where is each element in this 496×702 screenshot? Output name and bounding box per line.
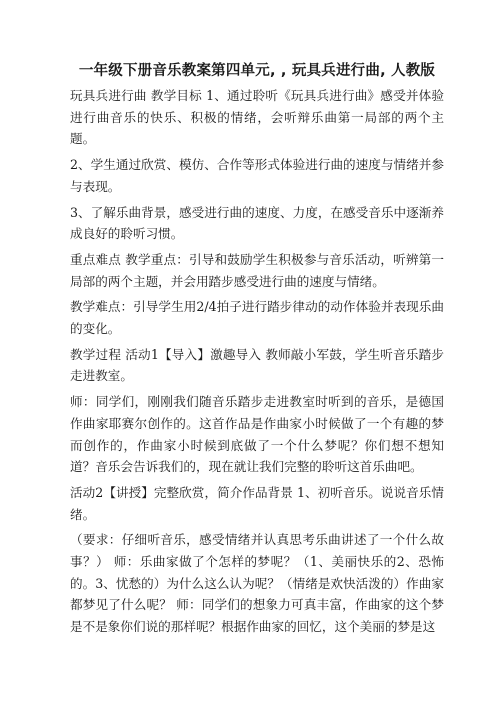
paragraph-key-points: 重点难点 教学重点：引导和鼓励学生积极参与音乐活动，听辨第一局部的两个主题，并会用踏步感受进行曲的速度与情绪。 xyxy=(70,251,444,289)
paragraph-objective-2: 2、学生通过欣赏、模仿、合作等形式体验进行曲的速度与情绪并参与表现。 xyxy=(70,157,444,194)
paragraph-objective-1: 玩具兵进行曲 教学目标 1、通过聆听《玩具兵进行曲》感受并体验进行曲音乐的快乐、积极的情绪，会听辩乐曲第一局部的两个主题。 xyxy=(70,88,444,147)
paragraph-teacher-intro: 师：同学们，刚刚我们随音乐踏步走进教室时听到的音乐，是德国作曲家耶赛尔创作的。这首作品是作曲家小时候做了一个有趣的梦而创作的，作曲家小时候到底做了一个什么梦呢？你们想不想知道？音乐会告诉我们的，现在就让我们完整的聆听这首乐曲吧。 xyxy=(70,394,444,475)
paragraph-activity-1: 教学过程 活动1【导入】激趣导入 教师敲小军鼓，学生听音乐踏步走进教室。 xyxy=(70,346,444,384)
paragraph-requirements: （要求：仔细听音乐，感受情绪并认真思考乐曲讲述了一个什么故事？） 师：乐曲家做了个怎样的梦呢？（1、美丽快乐的2、恐怖的。3、忧愁的）为什么这么认为呢？（情绪是欢快活泼的）作曲家都梦见了什么呢？ 师：同学们的想象力可真丰富，作曲家的这个梦是不是象你们说的那样呢？根据作曲家的回忆，这个美丽的梦是这 xyxy=(70,532,444,635)
paragraph-activity-2: 活动2【讲授】完整欣赏，简介作品背景 1、初听音乐。说说音乐情绪。 xyxy=(70,484,444,522)
document-title: 一年级下册音乐教案第四单元, , 玩具兵进行曲, 人教版 xyxy=(78,63,436,79)
paragraph-objective-3: 3、了解乐曲背景，感受进行曲的速度、力度，在感受音乐中逐渐养成良好的聆听习惯。 xyxy=(70,204,444,242)
paragraph-difficulty: 教学难点：引导学生用2/4拍子进行踏步律动的动作体验并表现乐曲的变化。 xyxy=(70,299,444,337)
